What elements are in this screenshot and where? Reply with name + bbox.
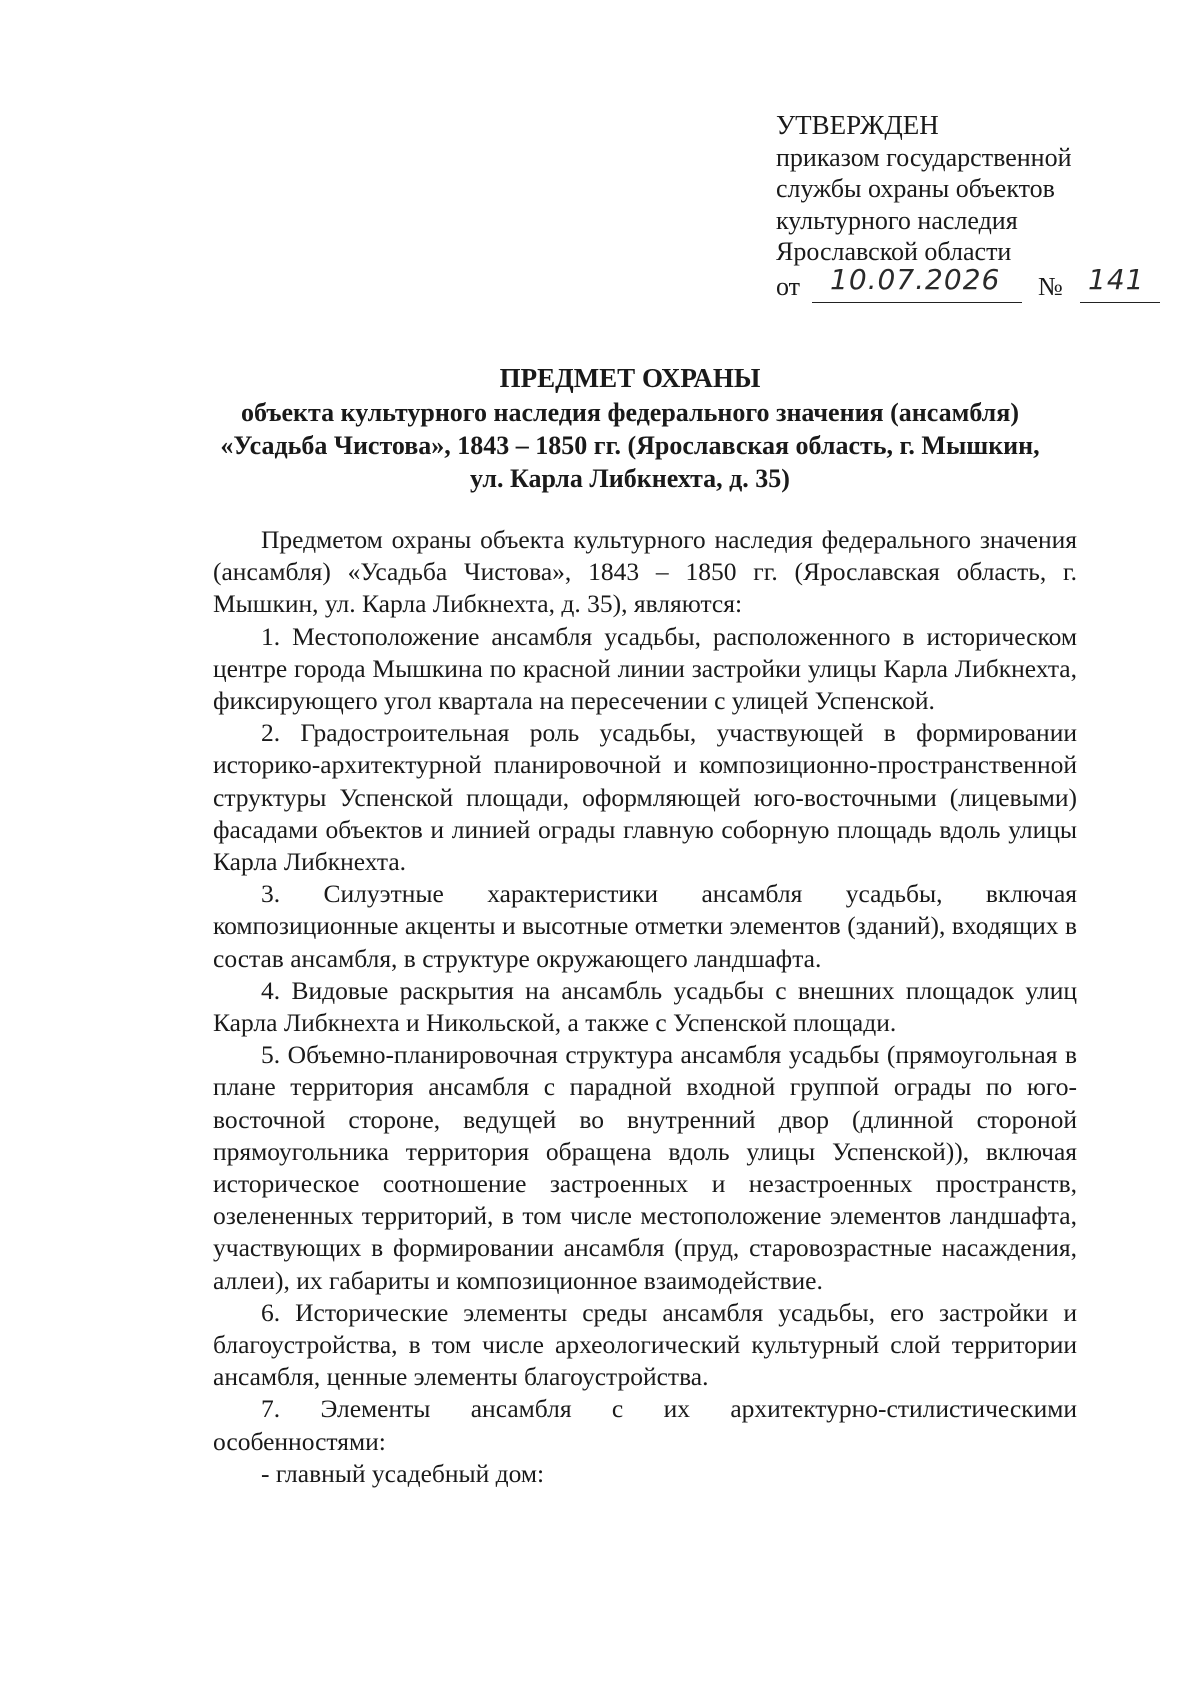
item-paragraph: 5. Объемно-планировочная структура ансамбля усадьбы (прямоугольная в плане территория ансамбля с парадной входной группой ограды по юго-восточной стороне, ведущей во внутренний двор (длинной стороной прямоугольника территория обращена вдоль улицы Успенской)), включая историческое соотношение застроенных и незастроенных пространств, озелененных территорий, в том числе местоположение элементов ландшафта, участвующих в формировании ансамбля (пруд, старовозрастные насаждения, аллеи), их габариты и композиционное взаимодействие.	[213, 1040, 1077, 1295]
item-paragraph: 6. Исторические элементы среды ансамбля усадьбы, его застройки и благоустройства, в том числе археологический культурный слой территории ансамбля, ценные элементы благоустройства.	[213, 1297, 1077, 1392]
number-label: №	[1038, 271, 1063, 301]
date-prefix: от	[776, 271, 801, 301]
item-paragraph: 2. Градостроительная роль усадьбы, участвующей в формировании историко-архитектурной планировочной и композиционно-пространственной структуры Успенской площади, оформляющей юго-восточными (лицевыми) фасадами объектов и линией ограды главную соборную площадь вдоль улицы Карла Либкнехта.	[213, 718, 1077, 877]
item-paragraph: 4. Видовые раскрытия на ансамбль усадьбы с внешних площадок улиц Карла Либкнехта и Никольской, а также с Успенской площади.	[213, 975, 1077, 1038]
approval-line: Ярославской области	[776, 237, 1012, 266]
item-paragraph: 3. Силуэтные характеристики ансамбля усадьбы, включая композиционные акценты и высотные отметки элементов (зданий), входящих в состав ансамбля, в структуре окружающего ландшафта.	[213, 879, 1077, 973]
approval-stamp-block	[776, 110, 1156, 304]
document-body	[213, 524, 1077, 1490]
item-paragraph: 1. Местоположение ансамбля усадьбы, расположенного в историческом центре города Мышкина по красной линии застройки улицы Карла Либкнехта, фиксирующего угол квартала на пересечении с улицей Успенской.	[213, 621, 1077, 716]
approval-line: службы охраны объектов	[776, 174, 1055, 203]
handwritten-number: 141	[1088, 262, 1145, 296]
document-title	[150, 362, 1110, 495]
item-paragraph: 7. Элементы ансамбля с их архитектурно-стилистическими особенностями:	[213, 1394, 1077, 1456]
approval-line: приказом государственной	[776, 142, 1072, 172]
title-line: объекта культурного наследия федерального значения (ансамбля)	[241, 398, 1019, 427]
approval-date-number-row	[776, 262, 1156, 304]
approval-line: культурного наследия	[776, 205, 1018, 235]
bullet-item: - главный усадебный дом:	[261, 1458, 545, 1488]
number-field	[1080, 262, 1160, 303]
handwritten-date: 10.07.2026	[830, 262, 1001, 296]
date-field	[812, 262, 1022, 303]
title-line: «Усадьба Чистова», 1843 – 1850 гг. (Ярославская область, г. Мышкин,	[220, 431, 1040, 460]
approval-heading: УТВЕРЖДЕН	[776, 110, 939, 140]
title-main: ПРЕДМЕТ ОХРАНЫ	[499, 363, 761, 393]
intro-paragraph: Предметом охраны объекта культурного наследия федерального значения (ансамбля) «Усадьба Чистова», 1843 – 1850 гг. (Ярославская область, г. Мышкин, ул. Карла Либкнехта, д. 35), являются:	[213, 525, 1077, 619]
title-line: ул. Карла Либкнехта, д. 35)	[470, 464, 790, 493]
